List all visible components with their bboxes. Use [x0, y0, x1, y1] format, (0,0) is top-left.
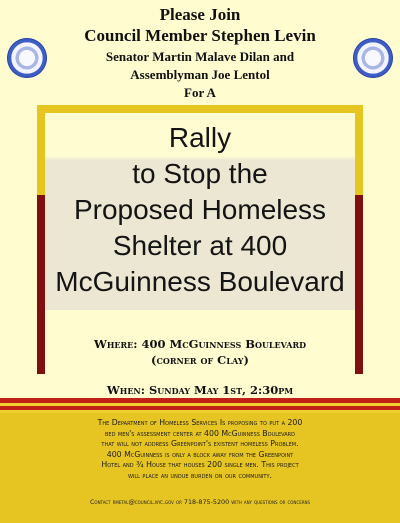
info-line: The Department of Homeless Services Is proposing to put a 200	[97, 418, 303, 427]
where-block	[45, 337, 355, 367]
senator-name: Senator Martin Malave Dilan and	[105, 49, 295, 64]
where-cross-street: (corner of Clay)	[151, 353, 249, 367]
city-seal-icon	[7, 38, 47, 78]
title-line: Proposed Homeless	[73, 194, 327, 225]
title-line: Shelter at 400	[112, 230, 288, 261]
council-member-name: Council Member Stephen Levin	[84, 26, 316, 45]
title-line: to Stop the	[132, 158, 268, 189]
for-a-text: For A	[184, 85, 216, 100]
title-line: Rally	[168, 122, 232, 153]
invite-heading: Please Join	[159, 5, 241, 24]
when-text: When: Sunday May 1st, 2:30pm	[106, 383, 294, 397]
info-line: will place an undue burden on our community.	[127, 470, 273, 480]
frame-left-border	[37, 113, 45, 195]
info-line: Hotel and ¾ House that houses 200 single men. This project	[101, 460, 299, 470]
header	[0, 0, 400, 104]
city-seal-icon	[353, 38, 393, 78]
assemblyman-name: Assemblyman Joe Lentol	[130, 67, 270, 82]
frame-right-accent	[355, 195, 363, 374]
frame-top-border	[37, 105, 363, 113]
title-line: McGuinness Boulevard	[55, 266, 345, 297]
contact-info: Contact rmetal@council.nyc.gov or 718-875-5200 with any questions or concerns	[89, 498, 311, 506]
where-address: Where: 400 McGuinness Boulevard	[93, 337, 307, 351]
frame-left-accent	[37, 195, 45, 374]
rally-title	[45, 120, 355, 300]
info-line: that will not address Greenpoint's existent homeless Problem.	[101, 439, 299, 449]
info-paragraph	[4, 418, 396, 482]
info-line: 400 McGuinness is only a block away from the Greenpoint	[106, 449, 294, 459]
frame-right-border	[355, 113, 363, 195]
info-line: bed men's assessment center at 400 McGuinness Boulevard	[104, 428, 296, 438]
